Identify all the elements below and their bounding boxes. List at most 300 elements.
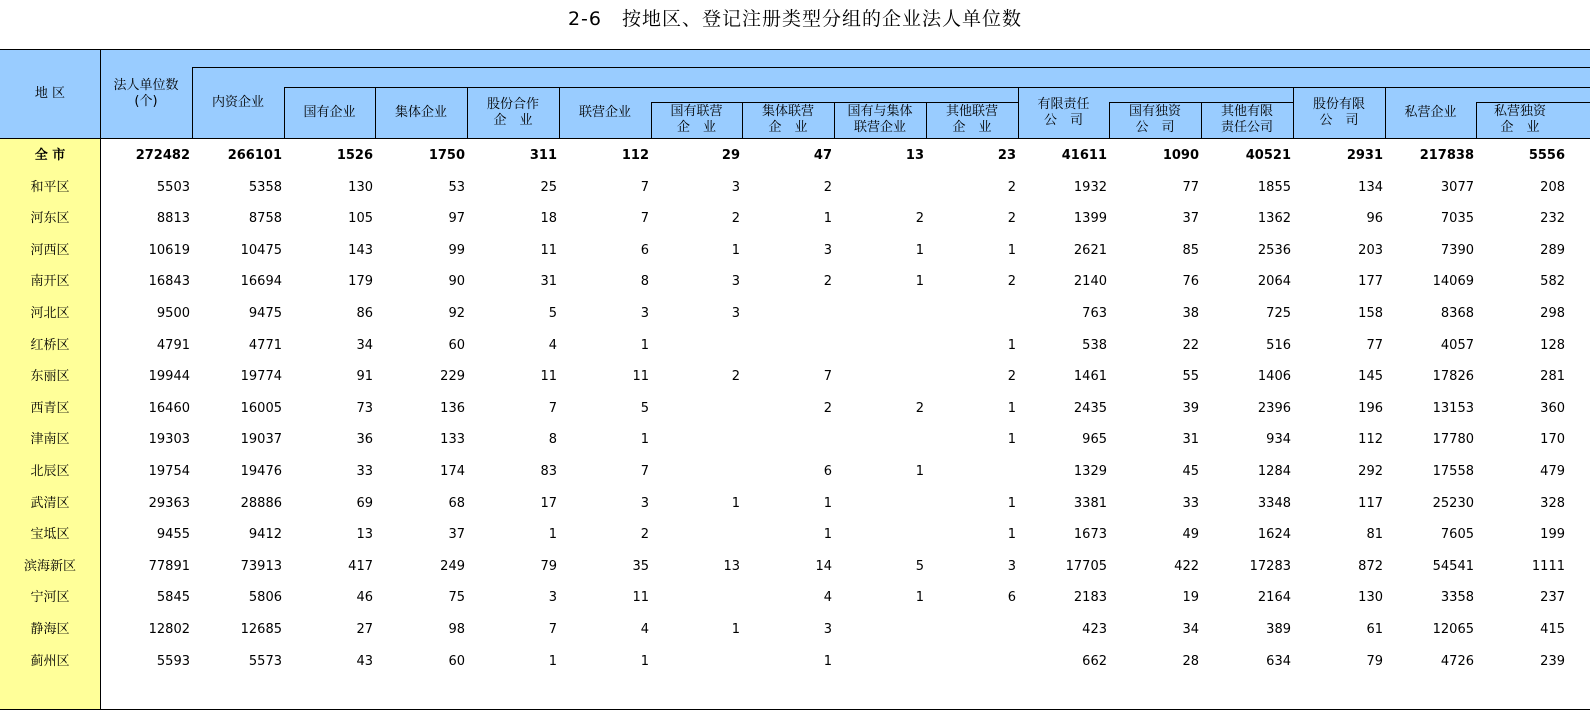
- table-cell: 38: [1182, 306, 1199, 321]
- table-cell: 2: [731, 369, 740, 384]
- table-cell: 134: [1358, 180, 1383, 195]
- table-cell: 19476: [240, 464, 282, 479]
- table-cell: 69: [356, 496, 373, 511]
- table-cell: 538: [1082, 338, 1107, 353]
- header-collective: 集体企业: [394, 104, 447, 120]
- header-joint-state-collective: 国有与集体 联营企业: [847, 104, 913, 135]
- table-cell: 4: [823, 590, 832, 605]
- table-cell: 158: [1358, 306, 1383, 321]
- table-cell: 76: [1182, 274, 1199, 289]
- vrule: [467, 87, 468, 138]
- table-cell: 11: [632, 369, 649, 384]
- table-cell: 217838: [1419, 148, 1474, 163]
- table-cell: 2536: [1257, 243, 1291, 258]
- table-cell: 11: [632, 590, 649, 605]
- table-cell: 3: [731, 306, 740, 321]
- table-cell: 2: [915, 211, 924, 226]
- region-label: 北辰区: [30, 464, 70, 479]
- table-cell: 34: [356, 338, 373, 353]
- table-cell: 516: [1266, 338, 1291, 353]
- table-cell: 14: [815, 559, 832, 574]
- region-label: 滨海新区: [23, 559, 76, 574]
- table-cell: 46: [356, 590, 373, 605]
- table-cell: 49: [1182, 527, 1199, 542]
- table-cell: 16694: [240, 274, 282, 289]
- table-cell: 54541: [1432, 559, 1474, 574]
- table-cell: 634: [1266, 654, 1291, 669]
- table-cell: 3358: [1440, 590, 1474, 605]
- table-cell: 170: [1540, 432, 1565, 447]
- table-cell: [660, 653, 740, 671]
- rule-top: [0, 49, 1590, 50]
- table-cell: 105: [348, 211, 373, 226]
- table-cell: 8: [548, 432, 557, 447]
- table-cell: 5573: [248, 654, 282, 669]
- table-cell: 36: [356, 432, 373, 447]
- table-cell: 208: [1540, 180, 1565, 195]
- table-cell: 73913: [240, 559, 282, 574]
- table-cell: 79: [1366, 654, 1383, 669]
- table-cell: 68: [448, 496, 465, 511]
- table-cell: 1284: [1257, 464, 1291, 479]
- table-cell: [844, 337, 924, 355]
- table-cell: 28886: [240, 496, 282, 511]
- table-cell: 423: [1082, 622, 1107, 637]
- table-cell: 1090: [1162, 148, 1199, 163]
- table-cell: 1932: [1073, 180, 1107, 195]
- table-cell: 2: [823, 274, 832, 289]
- region-label: 河西区: [30, 243, 70, 258]
- vrule: [1385, 87, 1386, 138]
- table-cell: 3: [823, 622, 832, 637]
- header-region: 地 区: [34, 85, 66, 101]
- region-label: 宝坻区: [30, 527, 70, 542]
- table-cell: 5593: [156, 654, 190, 669]
- header-private: 私营企业: [1404, 104, 1457, 120]
- table-cell: 1: [548, 527, 557, 542]
- table-cell: 98: [448, 622, 465, 637]
- table-cell: 479: [1540, 464, 1565, 479]
- table-cell: 79: [540, 559, 557, 574]
- table-cell: 3: [548, 590, 557, 605]
- table-cell: 5: [640, 401, 649, 416]
- table-cell: 2: [1007, 369, 1016, 384]
- table-cell: [844, 526, 924, 544]
- table-cell: 8368: [1440, 306, 1474, 321]
- table-cell: 1329: [1073, 464, 1107, 479]
- table-cell: 130: [1358, 590, 1383, 605]
- table-cell: 133: [440, 432, 465, 447]
- header-coop: 股份合作 企 业: [486, 96, 539, 128]
- table-cell: [936, 463, 1016, 481]
- table-cell: 7: [640, 180, 649, 195]
- table-cell: 4057: [1440, 338, 1474, 353]
- table-cell: 14069: [1432, 274, 1474, 289]
- table-cell: 19: [1182, 590, 1199, 605]
- table-cell: 266101: [227, 148, 282, 163]
- table-cell: 4: [640, 622, 649, 637]
- table-cell: 8758: [248, 211, 282, 226]
- table-cell: 5503: [156, 180, 190, 195]
- table-cell: 237: [1540, 590, 1565, 605]
- table-cell: 239: [1540, 654, 1565, 669]
- table-cell: 3381: [1073, 496, 1107, 511]
- table-cell: 25: [540, 180, 557, 195]
- table-cell: 2931: [1346, 148, 1383, 163]
- header-state: 国有企业: [303, 104, 356, 120]
- table-cell: 1526: [336, 148, 373, 163]
- table-cell: [936, 653, 1016, 671]
- table-cell: 19037: [240, 432, 282, 447]
- rule-level2: [284, 87, 1590, 88]
- table-cell: 13153: [1432, 401, 1474, 416]
- table-cell: 90: [448, 274, 465, 289]
- table-cell: 5845: [156, 590, 190, 605]
- table-cell: 1855: [1257, 180, 1291, 195]
- table-cell: [752, 337, 832, 355]
- header-joint-other: 其他联营 企 业: [945, 104, 998, 135]
- table-cell: 249: [440, 559, 465, 574]
- vrule: [834, 102, 835, 138]
- table-cell: 1624: [1257, 527, 1291, 542]
- table-cell: 3: [640, 496, 649, 511]
- table-cell: 12065: [1432, 622, 1474, 637]
- vrule: [926, 102, 927, 138]
- region-label: 全 市: [34, 148, 66, 163]
- table-cell: 31: [1182, 432, 1199, 447]
- table-cell: 34: [1182, 622, 1199, 637]
- table-cell: 934: [1266, 432, 1291, 447]
- table-cell: 3348: [1257, 496, 1291, 511]
- table-cell: 763: [1082, 306, 1107, 321]
- table-cell: 5556: [1528, 148, 1565, 163]
- table-cell: 7: [823, 369, 832, 384]
- table-cell: [844, 368, 924, 386]
- table-cell: 12802: [148, 622, 190, 637]
- table-cell: 8: [640, 274, 649, 289]
- table-cell: 29363: [148, 496, 190, 511]
- table-cell: 60: [448, 338, 465, 353]
- table-cell: 1: [548, 654, 557, 669]
- table-cell: 1: [640, 432, 649, 447]
- table-cell: 2164: [1257, 590, 1291, 605]
- table-cell: 7: [640, 211, 649, 226]
- table-cell: 13: [905, 148, 924, 163]
- table-cell: 7: [640, 464, 649, 479]
- table-cell: 16843: [148, 274, 190, 289]
- table-cell: 55: [1182, 369, 1199, 384]
- table-cell: 2: [731, 211, 740, 226]
- table-cell: 415: [1540, 622, 1565, 637]
- region-label: 宁河区: [30, 590, 70, 605]
- table-cell: [844, 653, 924, 671]
- table-cell: [844, 305, 924, 323]
- table-cell: 29: [721, 148, 740, 163]
- region-label: 河东区: [30, 211, 70, 226]
- table-cell: 1: [731, 496, 740, 511]
- table-cell: 2064: [1257, 274, 1291, 289]
- table-cell: 7: [548, 622, 557, 637]
- region-label: 武清区: [30, 496, 70, 511]
- table-cell: 37: [448, 527, 465, 542]
- table-cell: 19944: [148, 369, 190, 384]
- table-cell: 1: [1007, 338, 1016, 353]
- table-cell: 23: [997, 148, 1016, 163]
- table-cell: 229: [440, 369, 465, 384]
- table-cell: 662: [1082, 654, 1107, 669]
- table-cell: 417: [348, 559, 373, 574]
- table-cell: 43: [356, 654, 373, 669]
- table-cell: 1406: [1257, 369, 1291, 384]
- table-cell: 11: [540, 369, 557, 384]
- table-cell: 39: [1182, 401, 1199, 416]
- table-cell: 177: [1358, 274, 1383, 289]
- table-cell: 1: [915, 243, 924, 258]
- table-cell: 725: [1266, 306, 1291, 321]
- table-cell: 1: [823, 654, 832, 669]
- table-cell: 872: [1358, 559, 1383, 574]
- table-cell: 8813: [156, 211, 190, 226]
- table-cell: 40521: [1245, 148, 1291, 163]
- table-cell: 19754: [148, 464, 190, 479]
- table-cell: 5358: [248, 180, 282, 195]
- vrule: [1109, 102, 1110, 138]
- table-cell: 10619: [148, 243, 190, 258]
- table-cell: 13: [723, 559, 740, 574]
- table-cell: [844, 431, 924, 449]
- rule-private-sub: [1476, 102, 1590, 103]
- table-cell: 2: [1007, 211, 1016, 226]
- table-cell: 18: [540, 211, 557, 226]
- table-cell: 73: [356, 401, 373, 416]
- header-domestic: 内资企业: [211, 94, 264, 110]
- table-cell: 6: [1007, 590, 1016, 605]
- table-cell: 3077: [1440, 180, 1474, 195]
- table-cell: 199: [1540, 527, 1565, 542]
- header-llc: 有限责任 公 司: [1037, 96, 1090, 128]
- table-cell: 1: [731, 243, 740, 258]
- table-cell: 6: [823, 464, 832, 479]
- table-cell: 1: [731, 622, 740, 637]
- table-cell: 9500: [156, 306, 190, 321]
- table-cell: 33: [356, 464, 373, 479]
- table-cell: 53: [448, 180, 465, 195]
- table-cell: 4: [548, 338, 557, 353]
- table-cell: 97: [448, 211, 465, 226]
- table-cell: 3: [731, 274, 740, 289]
- rule-level1: [192, 67, 1590, 68]
- table-cell: 112: [1358, 432, 1383, 447]
- table-cell: 128: [1540, 338, 1565, 353]
- table-cell: 5806: [248, 590, 282, 605]
- table-cell: 1: [1007, 527, 1016, 542]
- table-cell: 130: [348, 180, 373, 195]
- table-cell: 1673: [1073, 527, 1107, 542]
- table-cell: 1: [640, 654, 649, 669]
- vrule: [651, 102, 652, 138]
- table-cell: 28: [1182, 654, 1199, 669]
- table-cell: 77: [1366, 338, 1383, 353]
- table-cell: 582: [1540, 274, 1565, 289]
- vrule: [375, 87, 376, 138]
- table-cell: 31: [540, 274, 557, 289]
- table-cell: 17826: [1432, 369, 1474, 384]
- table-cell: 2396: [1257, 401, 1291, 416]
- table-cell: 143: [348, 243, 373, 258]
- table-cell: 1: [1007, 496, 1016, 511]
- region-label: 静海区: [30, 622, 70, 637]
- table-cell: 41611: [1061, 148, 1107, 163]
- table-cell: 117: [1358, 496, 1383, 511]
- table-cell: [844, 621, 924, 639]
- vrule: [1018, 87, 1019, 138]
- table-cell: 19303: [148, 432, 190, 447]
- table-cell: 360: [1540, 401, 1565, 416]
- table-cell: 47: [813, 148, 832, 163]
- table-cell: 77891: [148, 559, 190, 574]
- table-cell: 7605: [1440, 527, 1474, 542]
- table-cell: 5: [915, 559, 924, 574]
- table-cell: 389: [1266, 622, 1291, 637]
- table-cell: 17558: [1432, 464, 1474, 479]
- table-cell: 19774: [240, 369, 282, 384]
- table-cell: 12685: [240, 622, 282, 637]
- table-cell: 4726: [1440, 654, 1474, 669]
- table-cell: [936, 305, 1016, 323]
- table-cell: 174: [440, 464, 465, 479]
- table-cell: [660, 589, 740, 607]
- vrule: [100, 49, 101, 709]
- table-cell: 75: [448, 590, 465, 605]
- table-cell: 2183: [1073, 590, 1107, 605]
- header-joint-state: 国有联营 企 业: [670, 104, 723, 135]
- table-cell: [660, 337, 740, 355]
- table-cell: [844, 179, 924, 197]
- table-cell: 2140: [1073, 274, 1107, 289]
- table-cell: 289: [1540, 243, 1565, 258]
- header-stock-ltd: 股份有限 公 司: [1312, 96, 1365, 128]
- table-cell: 17: [540, 496, 557, 511]
- region-label: 河北区: [30, 306, 70, 321]
- table-cell: 9475: [248, 306, 282, 321]
- table-cell: 422: [1174, 559, 1199, 574]
- table-cell: 3: [731, 180, 740, 195]
- table-cell: 6: [640, 243, 649, 258]
- table-cell: 1461: [1073, 369, 1107, 384]
- table-cell: [660, 431, 740, 449]
- table-cell: 328: [1540, 496, 1565, 511]
- table-cell: 196: [1358, 401, 1383, 416]
- header-joint: 联营企业: [578, 104, 631, 120]
- table-cell: 2: [1007, 180, 1016, 195]
- table-cell: 3: [640, 306, 649, 321]
- table-cell: 10475: [240, 243, 282, 258]
- header-llc-other: 其他有限 责任公司: [1220, 104, 1273, 135]
- table-cell: 1: [823, 496, 832, 511]
- table-cell: 2: [823, 401, 832, 416]
- table-cell: 99: [448, 243, 465, 258]
- table-cell: 2: [1007, 274, 1016, 289]
- table-cell: 4791: [156, 338, 190, 353]
- table-cell: [752, 305, 832, 323]
- vrule: [1201, 102, 1202, 138]
- header-joint-collective: 集体联营 企 业: [761, 104, 814, 135]
- table-cell: 22: [1182, 338, 1199, 353]
- table-cell: 311: [529, 148, 557, 163]
- table-cell: 292: [1358, 464, 1383, 479]
- table-cell: 9412: [248, 527, 282, 542]
- table-cell: 60: [448, 654, 465, 669]
- region-label: 蓟州区: [30, 654, 70, 669]
- header-total: 法人单位数 (个): [113, 78, 179, 109]
- vrule: [559, 87, 560, 138]
- table-cell: [936, 621, 1016, 639]
- table-cell: 1: [1007, 432, 1016, 447]
- table-cell: 1: [823, 527, 832, 542]
- rule-bottom: [0, 709, 1590, 710]
- table-cell: 9455: [156, 527, 190, 542]
- table-cell: 17780: [1432, 432, 1474, 447]
- table-cell: 27: [356, 622, 373, 637]
- table-cell: 1362: [1257, 211, 1291, 226]
- table-cell: 7035: [1440, 211, 1474, 226]
- table-cell: 179: [348, 274, 373, 289]
- table-cell: 232: [1540, 211, 1565, 226]
- table-cell: 81: [1366, 527, 1383, 542]
- table-cell: 1111: [1531, 559, 1565, 574]
- table-cell: 1: [1007, 401, 1016, 416]
- table-cell: 1: [915, 590, 924, 605]
- table-cell: 33: [1182, 496, 1199, 511]
- header-llc-state: 国有独资 公 司: [1128, 104, 1181, 135]
- table-cell: 2: [823, 180, 832, 195]
- table-cell: 13: [356, 527, 373, 542]
- table-cell: 35: [632, 559, 649, 574]
- table-cell: [844, 495, 924, 513]
- rule-header-bottom: [0, 138, 1590, 139]
- vrule: [284, 87, 285, 138]
- table-cell: 1: [640, 338, 649, 353]
- vrule: [192, 67, 193, 138]
- table-cell: 1: [823, 211, 832, 226]
- table-cell: 2621: [1073, 243, 1107, 258]
- region-label: 红桥区: [30, 338, 70, 353]
- region-label: 南开区: [30, 274, 70, 289]
- header-private-sole: 私营独资 企 业: [1494, 104, 1547, 135]
- table-cell: 45: [1182, 464, 1199, 479]
- table-cell: 1750: [428, 148, 465, 163]
- table-cell: [660, 526, 740, 544]
- table-cell: 3: [823, 243, 832, 258]
- table-cell: [752, 431, 832, 449]
- table-cell: 1: [915, 464, 924, 479]
- table-cell: 25230: [1432, 496, 1474, 511]
- table-cell: 83: [540, 464, 557, 479]
- table-cell: 86: [356, 306, 373, 321]
- table-cell: 17705: [1065, 559, 1107, 574]
- vrule: [1476, 102, 1477, 138]
- table-cell: 96: [1366, 211, 1383, 226]
- table-cell: 281: [1540, 369, 1565, 384]
- table-cell: 203: [1358, 243, 1383, 258]
- table-cell: 37: [1182, 211, 1199, 226]
- table-cell: 91: [356, 369, 373, 384]
- table-cell: 3: [1007, 559, 1016, 574]
- table-cell: 136: [440, 401, 465, 416]
- table-cell: 2: [915, 401, 924, 416]
- table-cell: 7390: [1440, 243, 1474, 258]
- table-cell: 1: [1007, 243, 1016, 258]
